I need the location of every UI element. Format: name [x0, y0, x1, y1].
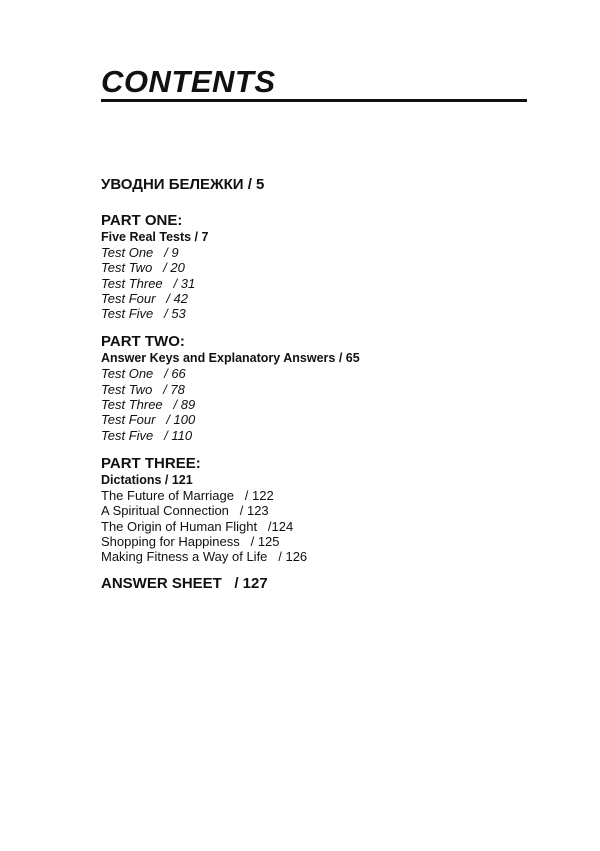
toc-entry: Test Three / 31 — [101, 275, 196, 291]
toc-entry: A Spiritual Connection / 123 — [101, 503, 269, 519]
toc-entry: Test Three / 89 — [101, 397, 196, 413]
part-one-section — [101, 212, 541, 321]
part-two-heading: PART TWO: — [101, 333, 185, 351]
part-two-section — [101, 333, 541, 442]
part-one-entries — [101, 245, 541, 321]
toc-entry: Test Two / 78 — [101, 381, 185, 397]
intro-entry: УВОДНИ БЕЛЕЖКИ / 5 — [101, 176, 265, 193]
toc-entry: Test Two / 20 — [101, 260, 185, 276]
part-three-section — [101, 455, 541, 564]
page-title: CONTENTS — [101, 64, 276, 99]
part-two-entries — [101, 366, 541, 442]
toc-entry: The Future of Marriage / 122 — [101, 487, 274, 503]
toc-entry: Test Four / 42 — [101, 290, 188, 306]
toc-entry: Shopping for Happiness / 125 — [101, 533, 280, 549]
part-three-entries — [101, 488, 541, 564]
toc-entry: Test Five / 110 — [101, 427, 193, 443]
toc-entry: Making Fitness a Way of Life / 126 — [101, 549, 308, 565]
part-one-subheading: Five Real Tests / 7 — [101, 230, 209, 244]
toc-entry: Test One / 9 — [101, 245, 179, 260]
toc-entry: Test Four / 100 — [101, 412, 196, 428]
toc-entry: Test Five / 53 — [101, 306, 186, 322]
part-two-subheading: Answer Keys and Explanatory Answers / 65 — [101, 351, 360, 366]
table-of-contents — [101, 176, 541, 593]
title-underline — [101, 99, 527, 102]
part-one-heading: PART ONE: — [101, 212, 183, 229]
toc-entry: Test One / 66 — [101, 366, 186, 382]
answer-sheet-entry: ANSWER SHEET / 127 — [101, 575, 268, 593]
part-three-subheading: Dictations / 121 — [101, 472, 193, 487]
toc-entry: The Origin of Human Flight /124 — [101, 518, 294, 534]
part-three-heading: PART THREE: — [101, 454, 201, 472]
